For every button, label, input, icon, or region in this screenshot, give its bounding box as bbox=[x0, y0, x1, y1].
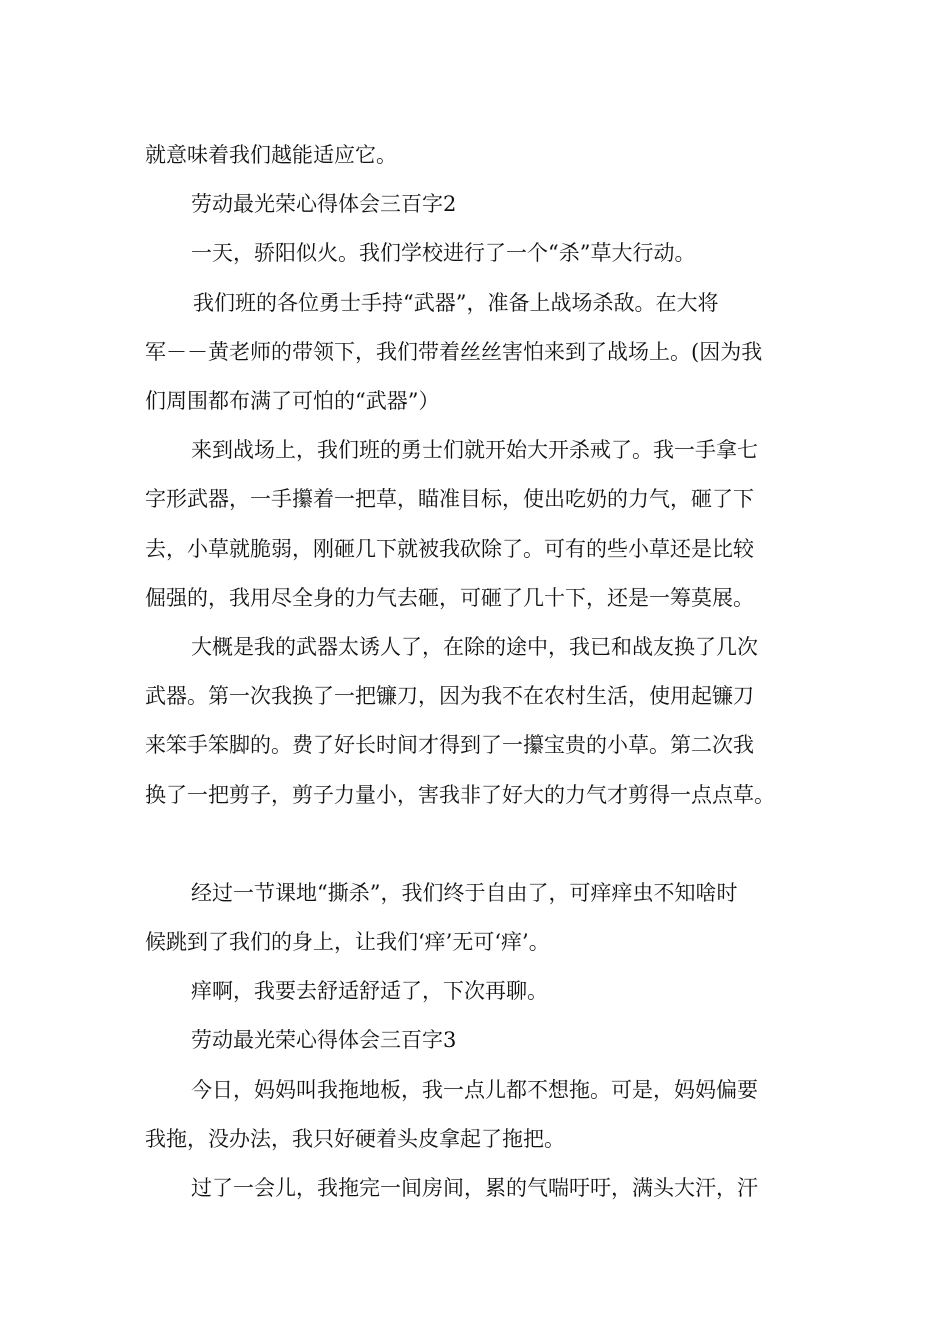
paragraph-line: 倔强的，我用尽全身的力气去砸，可砸了几十下，还是一筹莫展。 bbox=[145, 585, 754, 610]
paragraph-line: 字形武器，一手攥着一把草，瞄准目标，使出吃奶的力气，砸了下 bbox=[145, 487, 754, 512]
paragraph-line: 去，小草就脆弱，刚砸几下就被我砍除了。可有的些小草还是比较 bbox=[145, 536, 754, 561]
paragraph-line: 我们班的各位勇士手持“武器”，准备上战场杀敌。在大将 bbox=[193, 290, 719, 315]
section-heading: 劳动最光荣心得体会三百字3 bbox=[191, 1028, 457, 1053]
paragraph-line: 候跳到了我们的身上，让我们‘痒’无可‘痒’。 bbox=[145, 930, 550, 955]
section-heading: 劳动最光荣心得体会三百字2 bbox=[191, 192, 457, 217]
paragraph-line: 我拖，没办法，我只好硬着头皮拿起了拖把。 bbox=[145, 1126, 565, 1151]
paragraph-line: 军－－黄老师的带领下，我们带着丝丝害怕来到了战场上。(因为我 bbox=[145, 339, 763, 364]
paragraph-line: 过了一会儿，我拖完一间房间，累的气喘吁吁，满头大汗，汗 bbox=[191, 1176, 758, 1201]
paragraph-spacer bbox=[145, 820, 810, 869]
paragraph-line: 痒啊，我要去舒适舒适了，下次再聊。 bbox=[191, 979, 548, 1004]
paragraph-line: 们周围都布满了可怕的“武器”） bbox=[145, 389, 440, 414]
paragraph-line: 换了一把剪子，剪子力量小，害我非了好大的力气才剪得一点点草。 bbox=[145, 782, 775, 807]
document-body bbox=[145, 131, 810, 1213]
paragraph-line: 来笨手笨脚的。费了好长时间才得到了一攥宝贵的小草。第二次我 bbox=[145, 733, 754, 758]
paragraph-line: 武器。第一次我换了一把镰刀，因为我不在农村生活，使用起镰刀 bbox=[145, 684, 754, 709]
paragraph-line: 就意味着我们越能适应它。 bbox=[145, 143, 397, 167]
paragraph-line: 一天，骄阳似火。我们学校进行了一个“杀”草大行动。 bbox=[191, 241, 696, 266]
paragraph-line: 今日，妈妈叫我拖地板，我一点儿都不想拖。可是，妈妈偏要 bbox=[191, 1077, 758, 1102]
paragraph-line: 来到战场上，我们班的勇士们就开始大开杀戒了。我一手拿七 bbox=[191, 438, 758, 463]
paragraph-line: 经过一节课地“撕杀”，我们终于自由了，可痒痒虫不知啥时 bbox=[191, 880, 738, 905]
paragraph-line: 大概是我的武器太诱人了，在除的途中，我已和战友换了几次 bbox=[191, 635, 758, 660]
